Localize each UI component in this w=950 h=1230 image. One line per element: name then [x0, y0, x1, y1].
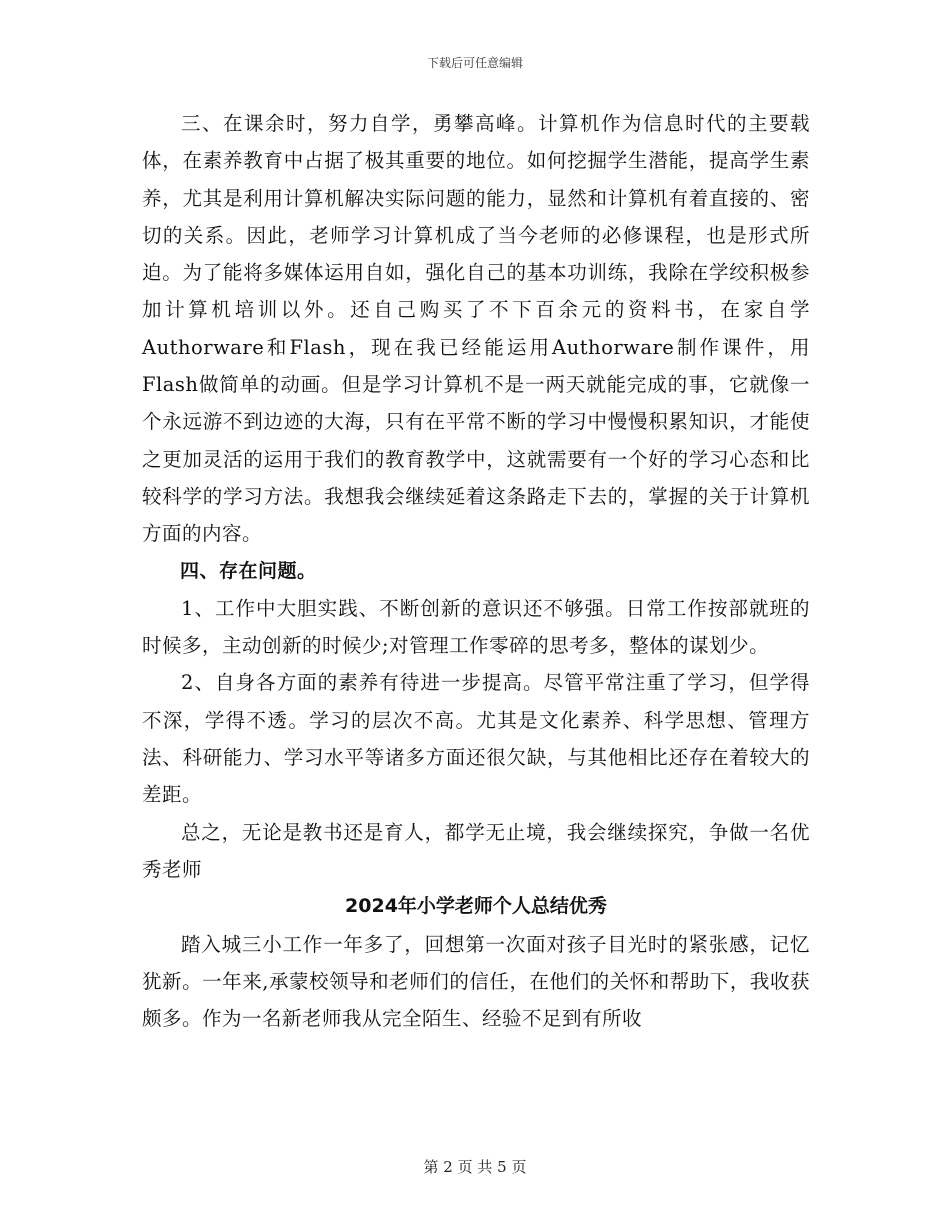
paragraph-self-study: 三、在课余时，努力自学，勇攀高峰。计算机作为信息时代的主要载体，在素养教育中占据了极其重要的地位。如何挖掘学生潜能，提高学生素养，尤其是利用计算机解决实际问题的能力，显然和计算机有着直接的、密切的关系。因此，老师学习计算机成了当今老师的必修课程，也是形式所迫。为了能将多媒体运用自如，强化自己的基本功训练，我除在学绞积极参加计算机培训以外。还自己购买了不下百余元的资料书，在家自学Authorware和Flash，现在我已经能运用Authorware制作课件，用Flash做简单的动画。但是学习计算机不是一两天就能完成的事，它就像一个永远游不到边迹的大海，只有在平常不断的学习中慢慢积累知识，才能使之更加灵活的运用于我们的教育教学中，这就需要有一个好的学习心态和比较科学的学习方法。我想我会继续延着这条路走下去的，掌握的关于计算机方面的内容。 [142, 112, 810, 546]
page-header: 下载后可任意编辑 [426, 56, 523, 70]
paragraph-problem-1: 1、工作中大胆实践、不断创新的意识还不够强。日常工作按部就班的时候多，主动创新的时候少;对管理工作零碎的思考多，整体的谋划少。 [142, 596, 810, 658]
section-heading-problems: 四、存在问题。 [180, 559, 317, 582]
page-number: 第 2 页 共 5 页 [423, 1158, 527, 1176]
document-body [142, 105, 810, 1037]
document-title: 2024年小学老师个人总结优秀 [345, 895, 607, 918]
paragraph-conclusion: 总之，无论是教书还是育人，都学无止境，我会继续探究，争做一名优秀老师 [142, 820, 810, 881]
paragraph-intro: 踏入城三小工作一年多了，回想第一次面对孩子目光时的紧张感，记忆犹新。一年来,承蒙校领导和老师们的信任，在他们的关怀和帮助下，我收获颇多。作为一名新老师我从完全陌生、经验不足到有所收 [142, 932, 810, 1031]
paragraph-problem-2: 2、自身各方面的素养有待进一步提高。尽管平常注重了学习，但学得不深，学得不透。学习的层次不高。尤其是文化素养、科学思想、管理方法、科研能力、学习水平等诸多方面还很欠缺，与其他相比还存在着较大的差距。 [142, 671, 810, 807]
